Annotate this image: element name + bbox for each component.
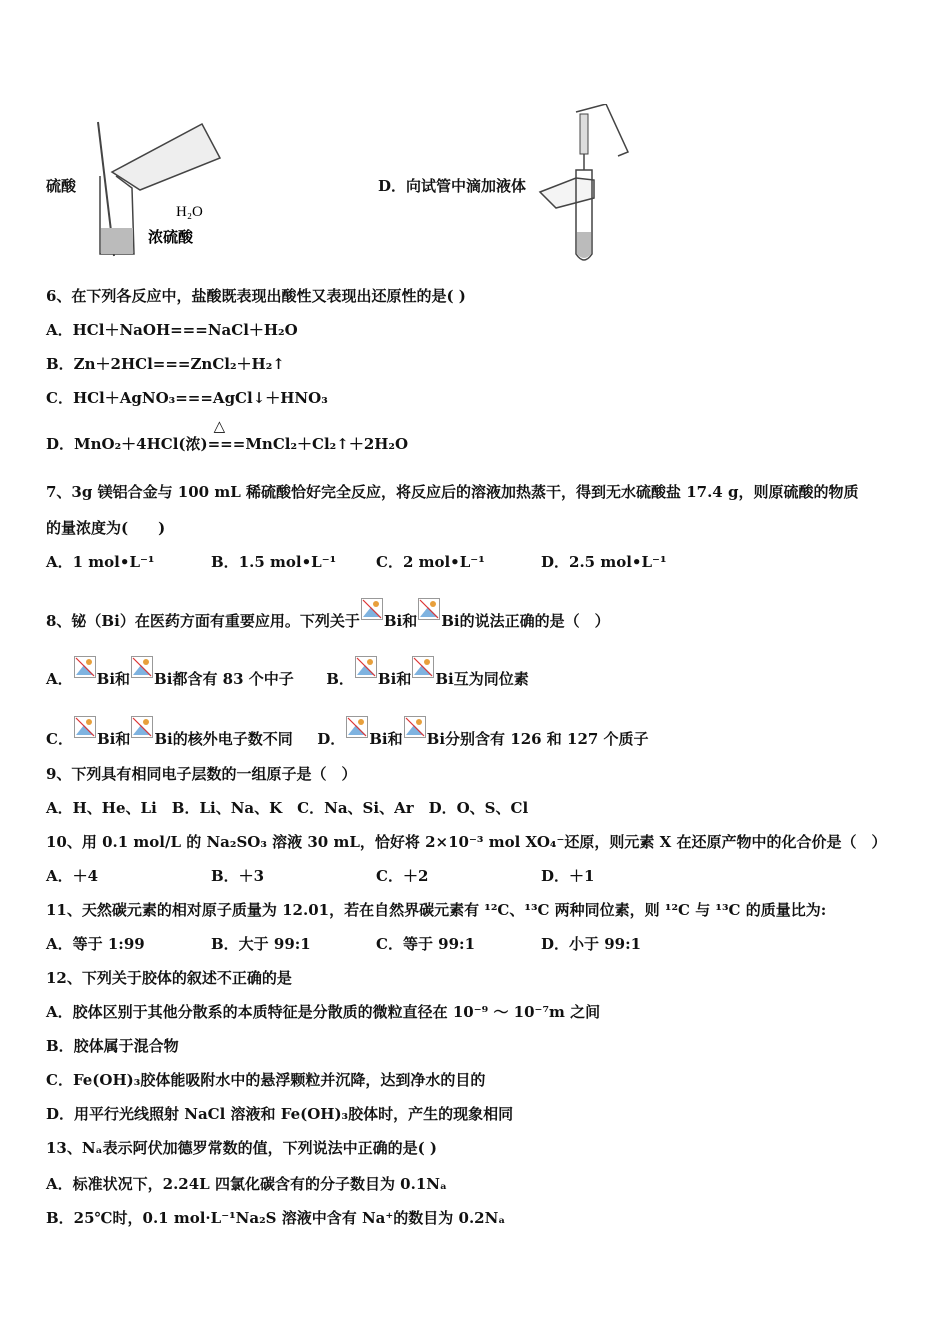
bi-isotope-image-icon bbox=[131, 716, 153, 738]
bi-symbol: Bi bbox=[96, 730, 116, 748]
q7-stem-line1: 7、3g 镁铝合金与 100 mL 稀硫酸恰好完全反应，将反应后的溶液加热蒸干，得到无水硫酸盐 17.4 g，则原硫酸的物质 bbox=[46, 483, 859, 501]
q8-d-text: 分别含有 126 和 127 个质子 bbox=[445, 730, 649, 748]
q8-a-text: 都含有 83 个中子 bbox=[172, 670, 294, 688]
test-tube-figure bbox=[536, 104, 636, 266]
q8-b-text: 互为同位素 bbox=[453, 670, 529, 688]
q13-stem: 13、Nₐ表示阿伏加德罗常数的值，下列说法中正确的是( ) bbox=[46, 1139, 437, 1157]
bi-isotope-image-icon bbox=[412, 656, 434, 678]
q6-option-b: B．Zn＋2HCl===ZnCl₂＋H₂↑ bbox=[46, 355, 285, 373]
equals-sign: === bbox=[207, 435, 246, 453]
q9-stem: 9、下列具有相同电子层数的一组原子是（ ） bbox=[46, 765, 357, 783]
q6-option-a: A．HCl＋NaOH===NaCl＋H₂O bbox=[46, 321, 298, 339]
q11-option-b: B．大于 99:1 bbox=[211, 935, 311, 953]
q12-option-a: A．胶体区别于其他分散系的本质特征是分散质的微粒直径在 10⁻⁹ ～ 10⁻⁷m 之间 bbox=[46, 1003, 601, 1021]
and-word: 和 bbox=[387, 730, 403, 748]
option-c-tail: 硫酸 bbox=[46, 177, 77, 195]
q8-d-label: D． bbox=[317, 730, 346, 748]
q10-option-d: D．＋1 bbox=[541, 867, 595, 885]
bi-symbol: Bi bbox=[435, 670, 454, 688]
q7-option-b: B．1.5 mol•L⁻¹ bbox=[211, 553, 337, 571]
bi-isotope-image-icon bbox=[355, 656, 377, 678]
q8-row1 bbox=[46, 656, 529, 689]
and-word: 和 bbox=[402, 612, 418, 630]
q12-option-d: D．用平行光线照射 NaCl 溶液和 Fe(OH)₃胶体时，产生的现象相同 bbox=[46, 1105, 514, 1123]
q8-a-label: A． bbox=[46, 670, 73, 688]
and-word: 和 bbox=[115, 730, 131, 748]
bi-symbol: Bi bbox=[154, 670, 173, 688]
q11-option-a: A．等于 1:99 bbox=[46, 935, 145, 953]
bi-isotope-image-icon bbox=[74, 656, 96, 678]
q8-stem-b: 的说法正确的是（ ） bbox=[459, 612, 610, 630]
and-word: 和 bbox=[115, 670, 131, 688]
q10-option-c: C．＋2 bbox=[376, 867, 429, 885]
q7-option-a: A．1 mol•L⁻¹ bbox=[46, 553, 155, 571]
bi-isotope-image-icon bbox=[418, 598, 440, 620]
bi-symbol: Bi bbox=[369, 730, 388, 748]
q8-stem-a: 8、铋（Bi）在医药方面有重要应用。下列关于 bbox=[46, 612, 360, 630]
and-word: 和 bbox=[396, 670, 412, 688]
q7-option-d: D．2.5 mol•L⁻¹ bbox=[541, 553, 667, 571]
q6-d-products: MnCl₂＋Cl₂↑＋2H₂O bbox=[245, 435, 409, 453]
q11-option-d: D．小于 99:1 bbox=[541, 935, 642, 953]
bi-symbol: Bi bbox=[154, 730, 173, 748]
heat-symbol: △ bbox=[213, 417, 226, 435]
acid-label: 浓硫酸 bbox=[148, 229, 194, 246]
bi-symbol: Bi bbox=[96, 670, 116, 688]
q10-options bbox=[46, 866, 594, 886]
bi-isotope-image-icon bbox=[131, 656, 153, 678]
q8-b-label: B． bbox=[326, 670, 354, 688]
q8-stem bbox=[46, 598, 610, 631]
q8-c-label: C． bbox=[46, 730, 73, 748]
q7-stem-line2: 的量浓度为( ) bbox=[46, 519, 166, 537]
q12-option-b: B．胶体属于混合物 bbox=[46, 1037, 179, 1055]
q11-option-c: C．等于 99:1 bbox=[376, 935, 476, 953]
q11-stem: 11、天然碳元素的相对原子质量为 12.01，若在自然界碳元素有 ¹²C、¹³C 两种同位素，则 ¹²C 与 ¹³C 的质量比为: bbox=[46, 901, 827, 919]
q8-row2 bbox=[46, 716, 649, 749]
bi-symbol: Bi bbox=[426, 730, 446, 748]
q6-d-reactants: D．MnO₂＋4HCl(浓) bbox=[46, 435, 208, 453]
q7-options bbox=[46, 552, 667, 572]
bi-symbol: Bi bbox=[441, 612, 460, 630]
bi-isotope-image-icon bbox=[346, 716, 368, 738]
q6-option-c: C．HCl＋AgNO₃===AgCl↓＋HNO₃ bbox=[46, 389, 328, 407]
bi-symbol: Bi bbox=[377, 670, 397, 688]
q6-option-d bbox=[46, 417, 409, 454]
q10-option-a: A．＋4 bbox=[46, 867, 99, 885]
q13-option-b: B．25℃时，0.1 mol·L⁻¹Na₂S 溶液中含有 Na⁺的数目为 0.2Nₐ bbox=[46, 1209, 506, 1227]
bi-symbol: Bi bbox=[383, 612, 403, 630]
q10-stem: 10、用 0.1 mol/L 的 Na₂SO₃ 溶液 30 mL，恰好将 2×10⁻³ mol XO₄⁻还原，则元素 X 在还原产物中的化合价是（ ） bbox=[46, 833, 887, 851]
bi-isotope-image-icon bbox=[74, 716, 96, 738]
q13-option-a: A．标准状况下，2.24L 四氯化碳含有的分子数目为 0.1Nₐ bbox=[46, 1175, 447, 1193]
water-label: H₂O bbox=[176, 204, 203, 220]
option-d-label: D．向试管中滴加液体 bbox=[378, 177, 527, 195]
q6-stem: 6、在下列各反应中，盐酸既表现出酸性又表现出还原性的是( ) bbox=[46, 287, 466, 305]
q12-stem: 12、下列关于胶体的叙述不正确的是 bbox=[46, 969, 292, 987]
bi-isotope-image-icon bbox=[404, 716, 426, 738]
q9-options: A．H、He、Li B．Li、Na、K C．Na、Si、Ar D．O、S、Cl bbox=[46, 799, 529, 817]
q11-options bbox=[46, 934, 641, 954]
bi-isotope-image-icon bbox=[361, 598, 383, 620]
q7-option-c: C．2 mol•L⁻¹ bbox=[376, 553, 485, 571]
q10-option-b: B．＋3 bbox=[211, 867, 265, 885]
q12-option-c: C．Fe(OH)₃胶体能吸附水中的悬浮颗粒并沉降，达到净水的目的 bbox=[46, 1071, 486, 1089]
q8-c-text: 的核外电子数不同 bbox=[172, 730, 293, 748]
q6-d-arrow bbox=[207, 417, 246, 454]
dilution-figure bbox=[92, 118, 232, 258]
